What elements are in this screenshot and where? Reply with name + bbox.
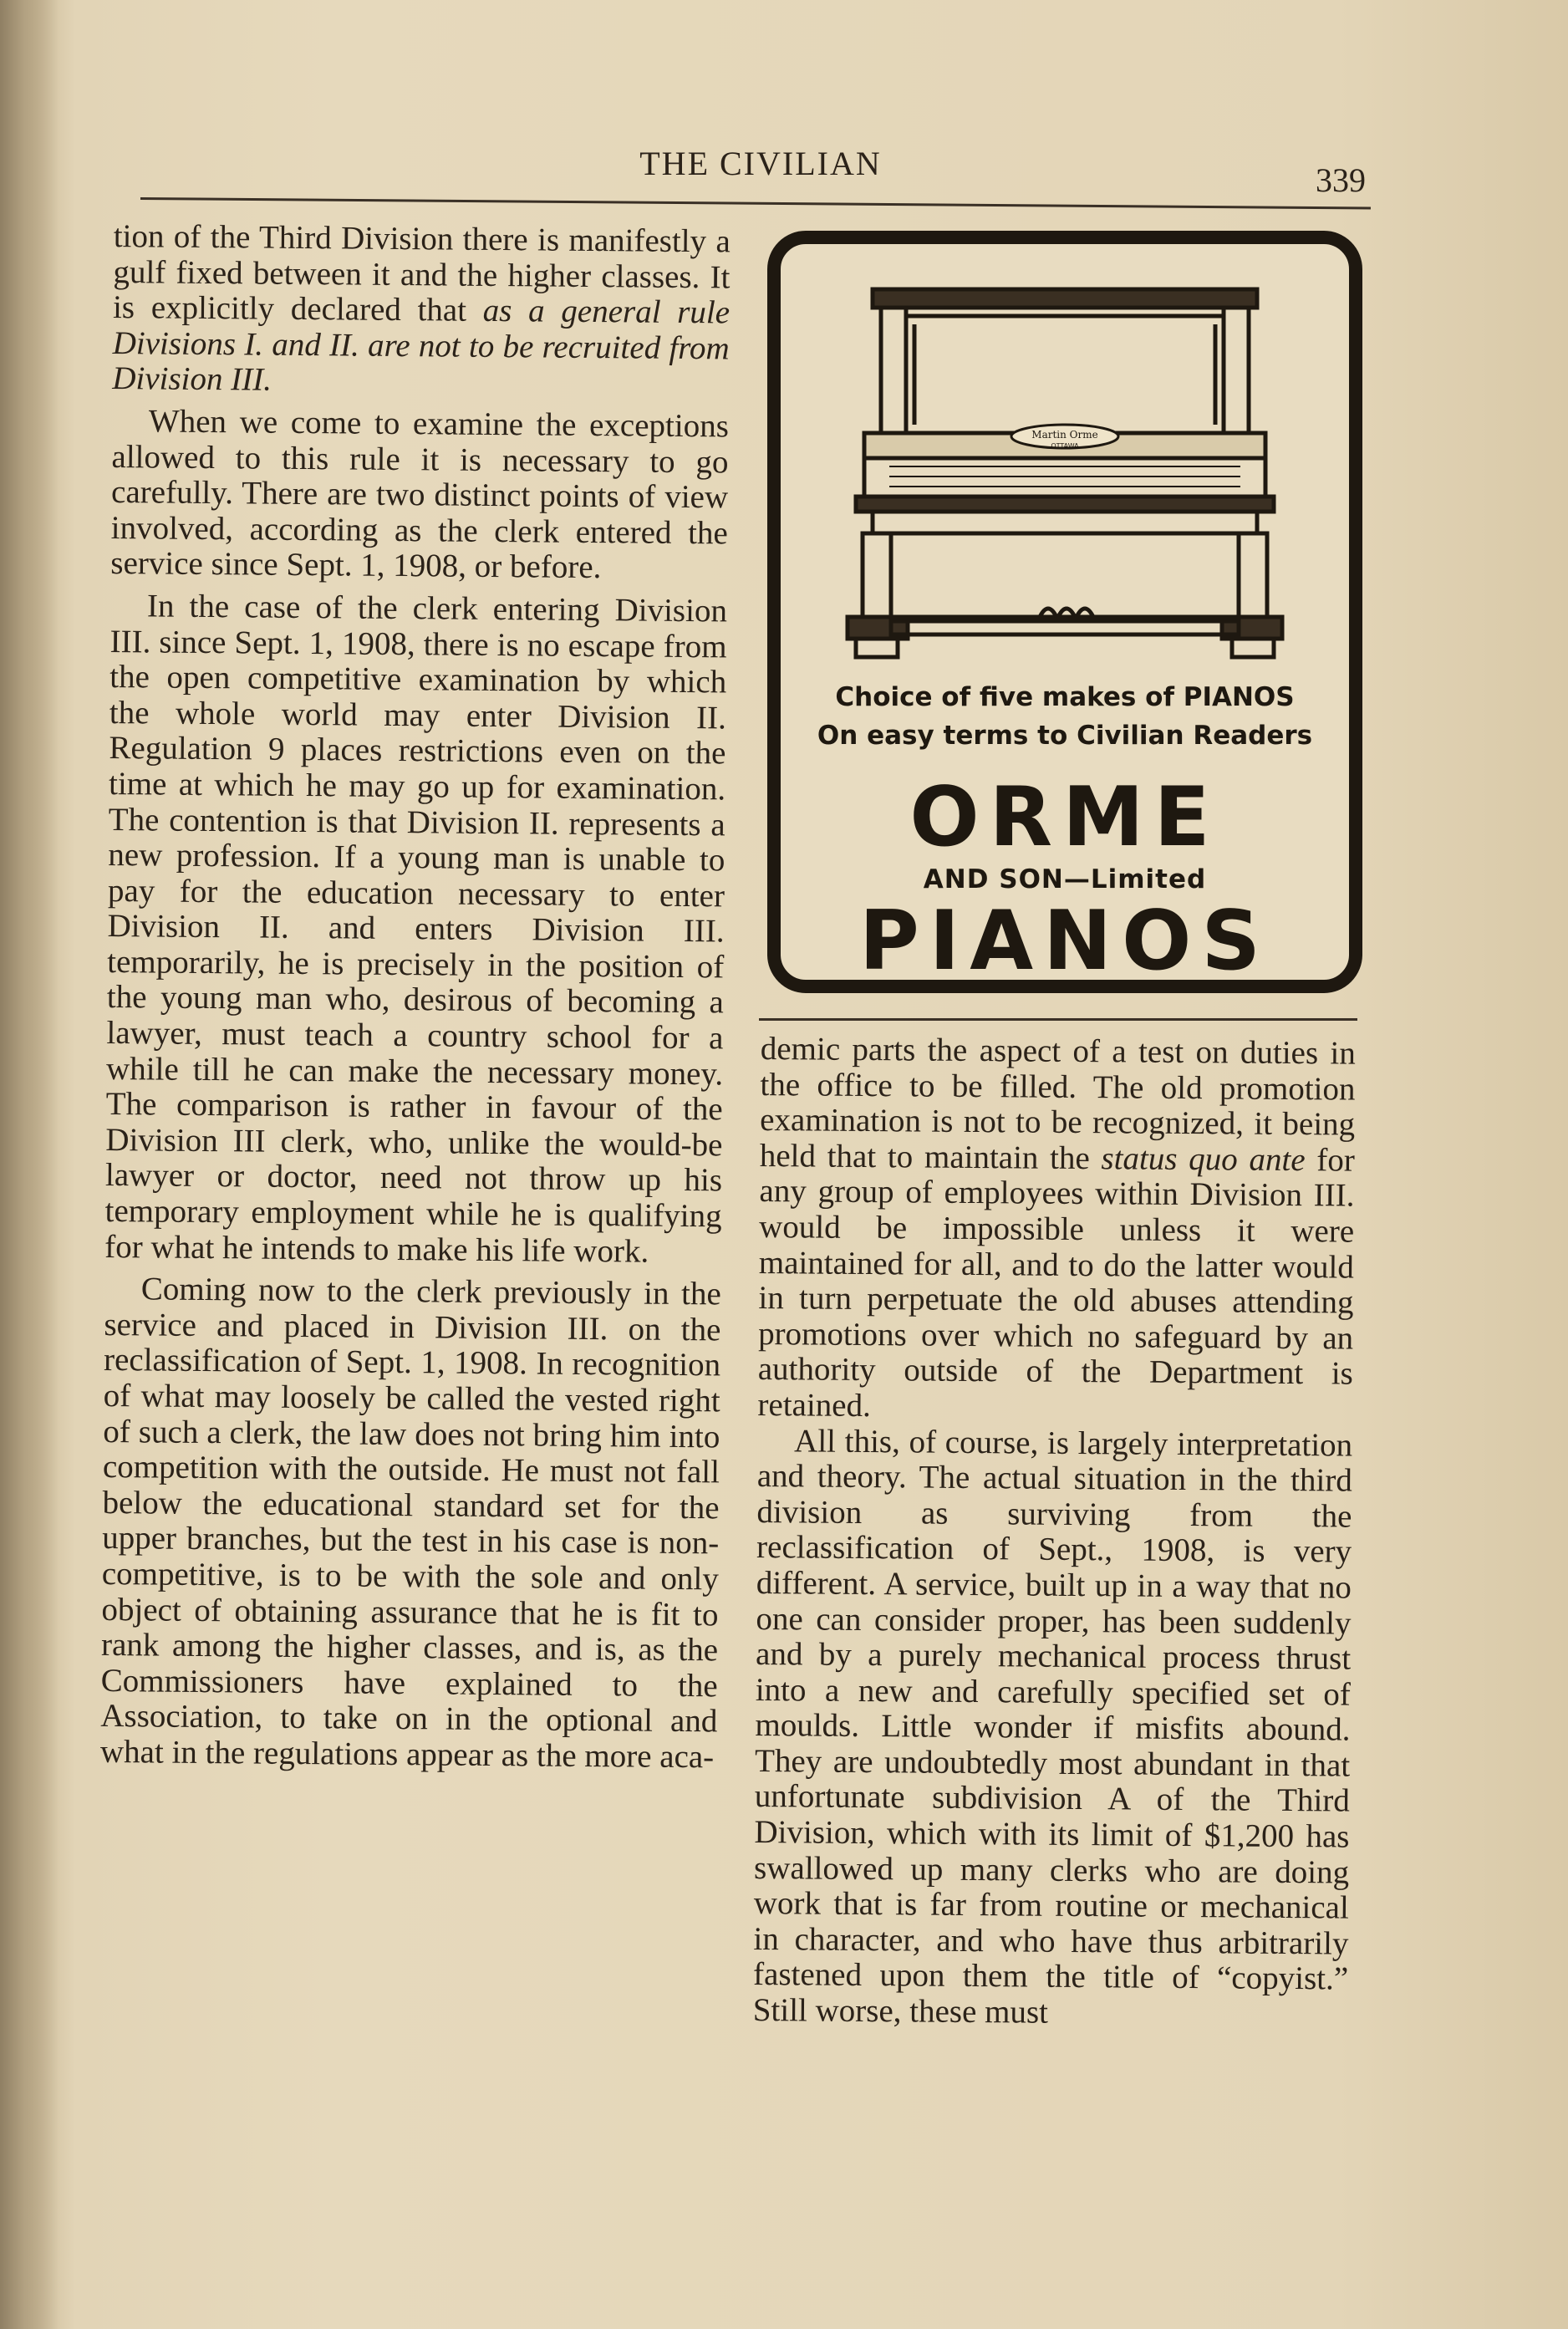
paragraph: In the case of the clerk entering Division III. since Sept. 1, 1908, there is no escape from the open competitive examination by which the whole world may enter Division II. Regulation 9 places restrictions even on the time at which he may go up for examination. The contention is that Division II. represents a new profession. If a young man is unable to pay for the education necessary to enter Division II. and enters Division III. temporarily, he is precisely in the position of the young man who, desirous of becoming a lawyer, must teach a country school for a while till he can make the necessary money. The comparison is rather in favour of the Division III clerk, who, unlike the would-be lawyer or doctor, need not throw up his temporary employment while he is qualifying for what he intends to make his life work. xyxy=(104,588,728,1270)
header-rule xyxy=(140,197,1371,210)
ad-product-name: PIANOS xyxy=(858,894,1271,989)
italic-quote: as a general rule Divisions I. and II. are not to be recruited from Division III. xyxy=(112,293,731,399)
binding-gutter xyxy=(0,0,59,2329)
paragraph-text: for any group of employees within Division III. would be impossible unless it were maintained for all, and to do the latter would in turn perpetuate the old abuses attending promotions over which no safeguard by an authority outside of the Department is retained. xyxy=(757,1141,1355,1424)
ad-bottom-rule xyxy=(759,1018,1357,1021)
paragraph: Coming now to the clerk previously in the service and placed in Division III. on the reclassification of Sept. 1, 1908. In recognition of what may loosely be called the vested right of such a clerk, the law does not bring him into competition with the outside. He must not fall below the educational standard set for the upper branches, but the test in his case is non-competitive, is to be with the sole and only object of obtaining assurance that he is fit to rank among the higher classes, and is, as the Commissioners have explained to the Association, to take on in the optional and what in the regulations appear as the more aca- xyxy=(99,1271,721,1776)
ad-company-line: AND SON—Limited xyxy=(923,864,1207,894)
italic-phrase: status quo ante xyxy=(1101,1139,1306,1178)
piano-maker-city: OTTAWA xyxy=(1051,442,1079,450)
paragraph xyxy=(757,1032,1356,1428)
paragraph: When we come to examine the exceptions allowed to this rule it is necessary to go carefully. There are two distinct points of view involved, according as the clerk entered the service since Sept. 1, 1908, or before. xyxy=(110,403,730,586)
paragraph-text: demic parts the aspect of a test on duties in the office to be filled. The old promotion examination is not to be recognized, it being held that to maintain the xyxy=(759,1031,1356,1176)
left-column xyxy=(100,219,731,1776)
paragraph-text: tion of the Third Division there is manifestly a gulf fixed between it and the higher classes. It is explicitly declared that xyxy=(112,218,731,329)
running-title: THE CIVILIAN xyxy=(639,145,882,182)
piano-maker-plate: Martin Orme xyxy=(1031,429,1098,441)
ad-subheadline: On easy terms to Civilian Readers xyxy=(817,721,1313,751)
ad-headline: Choice of five makes of PIANOS xyxy=(835,682,1295,712)
page-number: 339 xyxy=(1316,161,1366,199)
ad-brand-name: ORME xyxy=(909,770,1220,865)
right-column xyxy=(753,1032,1356,2033)
piano-illustration xyxy=(839,283,1291,672)
paragraph: All this, of course, is largely interpretation and theory. The actual situation in the third division as surviving from the reclassification of Sept., 1908, is very different. A service, built up in a way that no one can consider proper, has been suddenly and by a purely mechanical process thrust into a new and carefully specified set of moulds. Little wonder if misfits abound. They are undoubtedly most abundant in that unfortunate subdivision A of the Third Division, which with its limit of $1,200 has swallowed up many clerks who are doing work that is far from routine or mechanical in character, and who have thus arbitrarily fastened upon them the title of “copyist.” Still worse, these must xyxy=(752,1422,1353,2031)
piano-advertisement xyxy=(767,231,1362,993)
paragraph xyxy=(112,219,731,402)
